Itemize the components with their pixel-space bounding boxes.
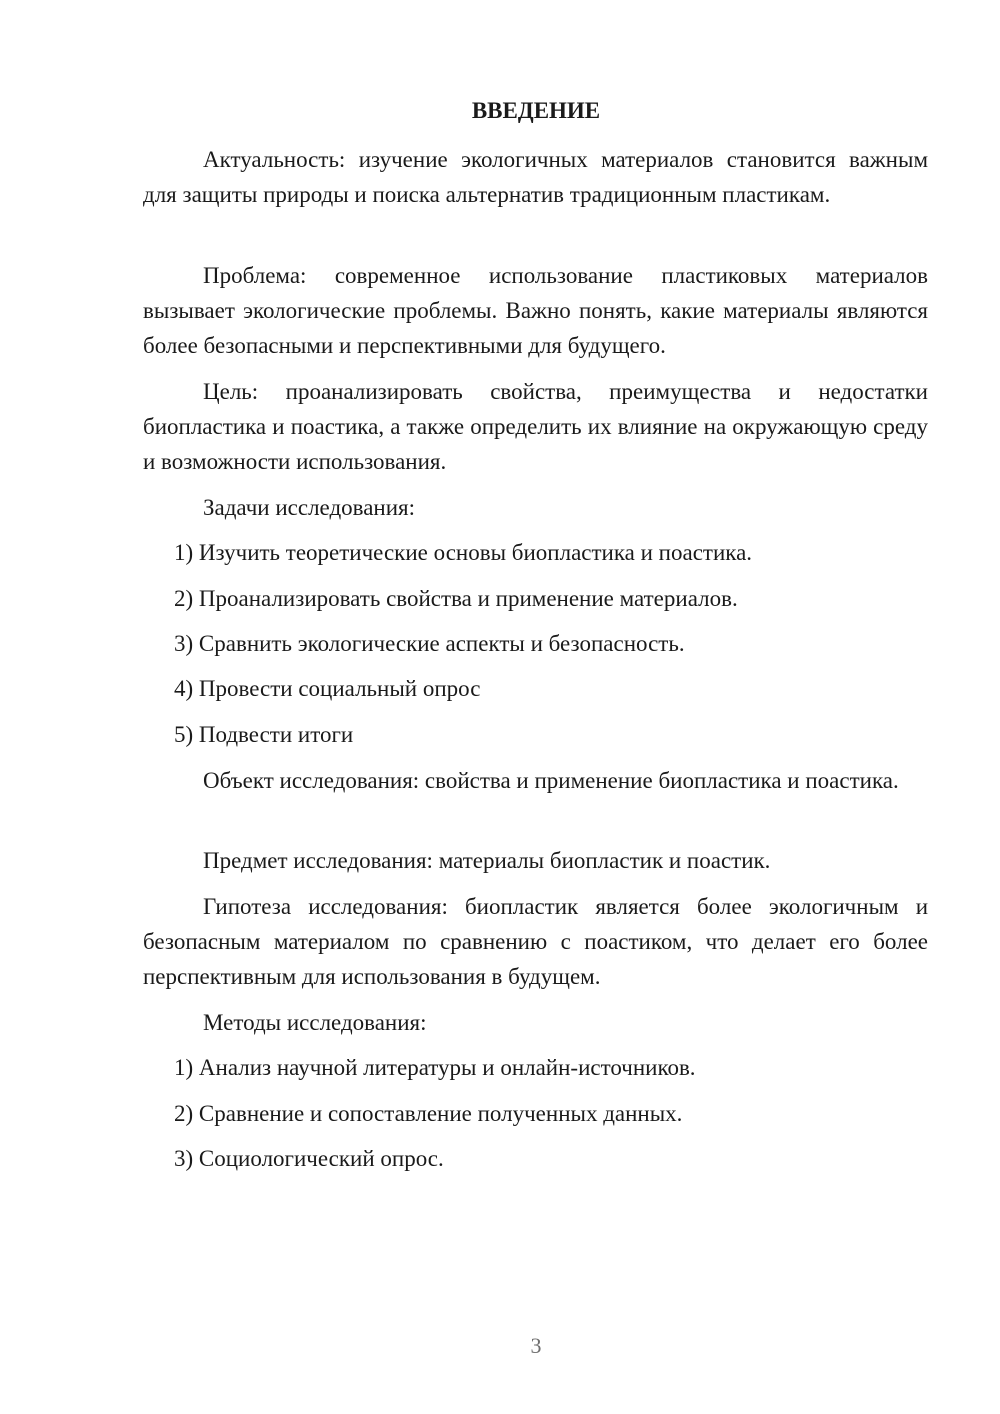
object-paragraph: Объект исследования: свойства и применение биопластика и поастика. [203, 768, 899, 793]
relevance-paragraph: Актуальность: изучение экологичных материалов становится важным для защиты природы и поиска альтернатив традиционным пластикам. [143, 147, 928, 207]
task-item: 2) Проанализировать свойства и применение материалов. [174, 586, 738, 611]
hypothesis-paragraph: Гипотеза исследования: биопластик является более экологичным и безопасным материалом по сравнению с поастиком, что делает его более перспективным для использования в будущем. [143, 894, 928, 989]
methods-heading: Методы исследования: [203, 1010, 427, 1035]
method-item: 1) Анализ научной литературы и онлайн-источников. [174, 1055, 696, 1080]
page-number: 3 [530, 1333, 542, 1358]
problem-paragraph: Проблема: современное использование пластиковых материалов вызывает экологические проблемы. Важно понять, какие материалы являются более безопасными и перспективными для будущего. [143, 263, 928, 358]
subject-paragraph: Предмет исследования: материалы биопластик и поастик. [203, 848, 771, 873]
task-item: 3) Сравнить экологические аспекты и безопасность. [174, 631, 685, 656]
section-title: ВВЕДЕНИЕ [471, 98, 601, 123]
tasks-heading: Задачи исследования: [203, 495, 416, 520]
task-item: 4) Провести социальный опрос [174, 676, 481, 701]
task-item: 1) Изучить теоретические основы биопластика и поастика. [174, 540, 753, 565]
goal-paragraph: Цель: проанализировать свойства, преимущества и недостатки биопластика и поастика, а также определить их влияние на окружающую среду и возможности использования. [143, 379, 928, 474]
task-item: 5) Подвести итоги [174, 722, 354, 747]
method-item: 3) Социологический опрос. [174, 1146, 444, 1171]
method-item: 2) Сравнение и сопоставление полученных данных. [174, 1101, 683, 1126]
